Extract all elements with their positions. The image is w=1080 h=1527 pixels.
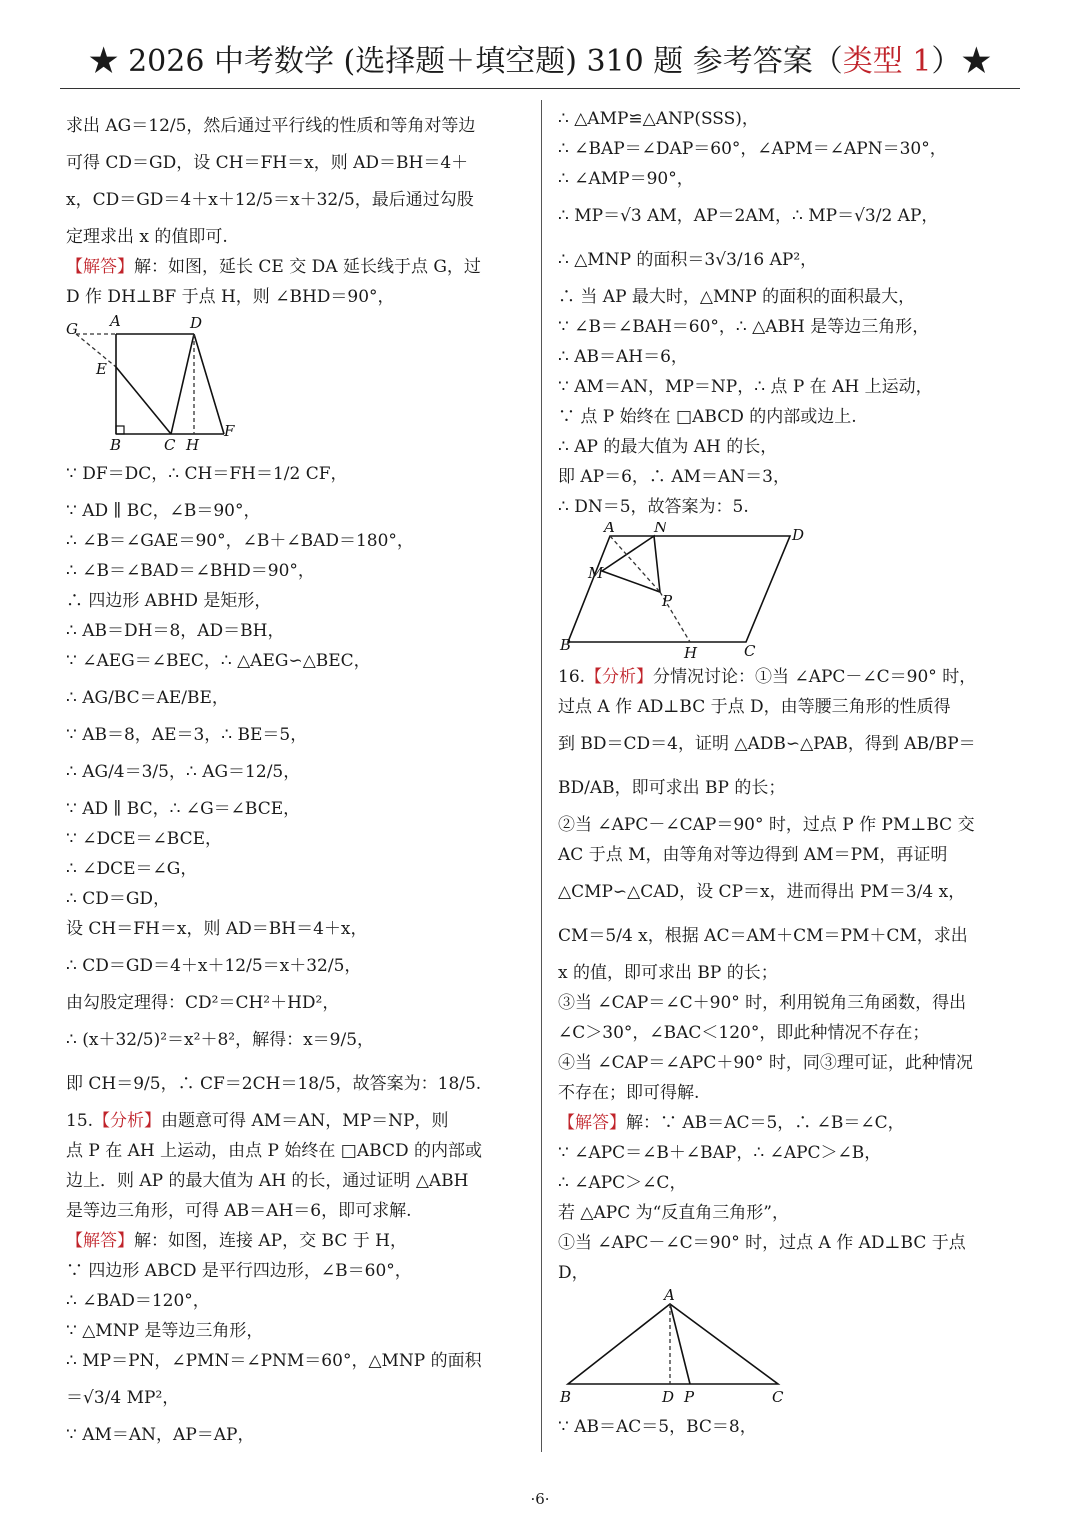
text-line: [66, 1062, 518, 1106]
fig16-label-d: D: [662, 1388, 675, 1406]
line-text: ②当 ∠APC－∠CAP＝90° 时，过点 P 作 PM⊥BC 交: [558, 815, 975, 835]
text-line: [66, 794, 518, 824]
line-text: x，CD＝GD＝4＋x＋12/5＝x＋32/5，最后通过勾股: [66, 190, 474, 210]
text-line: [558, 194, 1010, 238]
line-text: ∴ ∠B＝∠GAE＝90°，∠B＋∠BAD＝180°，: [66, 531, 414, 551]
figure-parallelogram-abcd: [558, 522, 818, 662]
right-column: [558, 104, 1010, 1442]
text-line: [66, 914, 518, 944]
line-text: ∵ ∠B＝∠BAH＝60°，∴ △ABH 是等边三角形，: [558, 317, 930, 337]
line-text: ∵ △MNP 是等边三角形，: [66, 1321, 264, 1341]
text-line: [66, 854, 518, 884]
text-line: [558, 342, 1010, 372]
line-text: 可得 CD＝GD，设 CH＝FH＝x，则 AD＝BH＝4＋: [66, 153, 469, 173]
line-text: 设 CH＝FH＝x，则 AD＝BH＝4＋x，: [66, 919, 368, 939]
line-text: ∵ 四边形 ABCD 是平行四边形，∠B＝60°，: [66, 1261, 412, 1281]
fig16-label-a: A: [664, 1288, 675, 1304]
text-line: [66, 252, 518, 282]
line-text: BD/AB，即可求出 BP 的长；: [558, 778, 786, 798]
line-text: 即 CH＝9/5，∴ CF＝2CH＝18/5，故答案为：18/5.: [66, 1074, 482, 1094]
text-line: [66, 1256, 518, 1286]
fig15-label-b: B: [560, 636, 572, 654]
text-line: [558, 692, 1010, 722]
text-line: [558, 402, 1010, 432]
fig14-label-c: C: [164, 436, 176, 452]
line-text: ∵ AM＝AN，AP＝AP，: [66, 1425, 255, 1445]
header-rule: [60, 88, 1020, 89]
text-line: [558, 662, 1010, 692]
text-line: [558, 766, 1010, 810]
text-line: [66, 1286, 518, 1316]
text-line: [558, 840, 1010, 870]
line-text: ＝√3/4 MP²，: [66, 1388, 180, 1408]
line-text: D 作 DH⊥BF 于点 H，则 ∠BHD＝90°，: [66, 287, 395, 307]
line-text: ∴ 四边形 ABHD 是矩形，: [66, 591, 272, 611]
fig14-label-b: B: [110, 436, 122, 452]
fig14-label-a: A: [110, 312, 121, 330]
text-line: [66, 720, 518, 750]
text-line: [66, 1018, 518, 1062]
section-tag: 【解答】: [66, 1231, 134, 1251]
text-line: [558, 1228, 1010, 1258]
text-line: [66, 1376, 518, 1420]
text-line: [558, 1138, 1010, 1168]
line-text: 解：如图，连接 AP，交 BC 于 H，: [134, 1231, 407, 1251]
page-number: ·6·: [530, 1490, 550, 1508]
line-text: ④当 ∠CAP＝∠APC＋90° 时，同③理可证，此种情况: [558, 1053, 973, 1073]
line-text: D，: [558, 1263, 589, 1283]
text-line: [558, 462, 1010, 492]
line-text: ∴ AG/BC＝AE/BE，: [66, 688, 229, 708]
text-line: [66, 646, 518, 676]
fig14-label-d: D: [190, 314, 203, 332]
line-text: 解：如图，延长 CE 交 DA 延长线于点 G，过: [134, 257, 481, 277]
text-line: [66, 750, 518, 794]
line-text: ∴ MP＝√3 AM，AP＝2AM，∴ MP＝√3/2 AP，: [558, 206, 939, 226]
text-line: [558, 722, 1010, 766]
fig15-label-a: A: [604, 522, 615, 536]
line-text: 求出 AG＝12/5，然后通过平行线的性质和等角对等边: [66, 116, 476, 136]
line-text: ∴ △AMP≌△ANP(SSS)，: [558, 109, 759, 129]
line-text: ∴ AP 的最大值为 AH 的长，: [558, 437, 778, 457]
line-text: ∠C＞30°，∠BAC＜120°，即此种情况不存在；: [558, 1023, 930, 1043]
text-line: [66, 944, 518, 988]
text-line: [66, 1346, 518, 1376]
line-text: 分情况讨论：①当 ∠APC－∠C＝90° 时，: [653, 667, 977, 687]
text-line: [66, 616, 518, 646]
text-line: [66, 586, 518, 616]
text-line: [66, 1226, 518, 1256]
text-line: [66, 148, 518, 178]
line-text: ∴ CD＝GD＝4＋x＋12/5＝x＋32/5，: [66, 956, 362, 976]
text-line: [558, 1198, 1010, 1228]
text-line: [66, 824, 518, 854]
line-text: 定理求出 x 的值即可.: [66, 227, 228, 247]
text-line: [558, 1048, 1010, 1078]
line-text: ∵ AB＝8，AE＝3，∴ BE＝5，: [66, 725, 308, 745]
text-line: [558, 1018, 1010, 1048]
text-line: [558, 870, 1010, 914]
fig16-label-p: P: [684, 1388, 695, 1406]
fig14-label-g: G: [66, 320, 78, 338]
column-divider: [541, 100, 542, 1452]
text-line: [558, 810, 1010, 840]
text-line: [66, 496, 518, 526]
text-line: [66, 1166, 518, 1196]
line-text: 若 △APC 为“反直角三角形”，: [558, 1203, 789, 1223]
line-text: ∴ 当 AP 最大时，△MNP 的面积的面积最大，: [558, 287, 916, 307]
line-text: ∴ (x＋32/5)²＝x²＋8²，解得：x＝9/5，: [66, 1030, 375, 1050]
text-line: [558, 432, 1010, 462]
text-line: [66, 676, 518, 720]
figure-triangle-abc: [558, 1288, 798, 1412]
fig15-label-m: M: [588, 564, 604, 582]
line-text: 边上．则 AP 的最大值为 AH 的长，通过证明 △ABH: [66, 1171, 469, 1191]
line-text: ①当 ∠APC－∠C＝90° 时，过点 A 作 AD⊥BC 于点: [558, 1233, 966, 1253]
header-prefix: ★ 2026 中考数学 (选择题＋填空题) 310 题 参考答案（: [88, 44, 843, 79]
line-text: ∴ ∠B＝∠BAD＝∠BHD＝90°，: [66, 561, 315, 581]
text-line: [66, 1420, 518, 1450]
line-text: ∵ AM＝AN，MP＝NP，∴ 点 P 在 AH 上运动，: [558, 377, 933, 397]
text-line: [558, 104, 1010, 134]
line-text: ∵ AB＝AC＝5，BC＝8，: [558, 1417, 757, 1437]
text-line: [66, 104, 518, 148]
line-text: ∴ ∠AMP＝90°，: [558, 169, 694, 189]
line-text: ∴ △MNP 的面积＝3√3/16 AP²，: [558, 250, 818, 270]
section-tag: 【解答】: [66, 257, 134, 277]
line-text: ∴ AB＝AH＝6，: [558, 347, 688, 367]
line-text: ∴ ∠APC＞∠C，: [558, 1173, 687, 1193]
line-text: 由勾股定理得：CD²＝CH²＋HD²，: [66, 993, 340, 1013]
line-text: ∴ ∠DCE＝∠G，: [66, 859, 198, 879]
figure-rectangle-gadf: [66, 312, 266, 452]
text-line: [558, 1108, 1010, 1138]
text-line: [558, 1258, 1010, 1288]
fig15-label-p: P: [662, 592, 673, 610]
text-line: [66, 1106, 518, 1136]
text-line: [66, 556, 518, 586]
text-line: [66, 282, 518, 312]
line-text: ∴ ∠BAD＝120°，: [66, 1291, 210, 1311]
text-line: [66, 884, 518, 914]
line-text: x 的值，即可求出 BP 的长；: [558, 963, 778, 983]
text-line: [558, 492, 1010, 522]
line-text: △CMP∽△CAD，设 CP＝x，进而得出 PM＝3/4 x，: [558, 882, 966, 902]
fig14-label-f: F: [224, 422, 235, 440]
text-line: [558, 238, 1010, 282]
line-text: 由题意可得 AM＝AN，MP＝NP，则: [161, 1111, 449, 1131]
fig14-label-h: H: [186, 436, 200, 452]
line-text: ∵ ∠APC＝∠B＋∠BAP，∴ ∠APC＞∠B，: [558, 1143, 882, 1163]
text-line: [66, 178, 518, 222]
line-text: ∵ 点 P 始终在 □ABCD 的内部或边上.: [558, 407, 857, 427]
line-text: ∵ ∠DCE＝∠BCE，: [66, 829, 222, 849]
header-suffix: ）★: [931, 44, 992, 79]
line-text: 解：∵ AB＝AC＝5，∴ ∠B＝∠C，: [626, 1113, 905, 1133]
text-line: [558, 1168, 1010, 1198]
text-line: [558, 1078, 1010, 1108]
line-text: ∵ ∠AEG＝∠BEC，∴ △AEG∽△BEC，: [66, 651, 371, 671]
line-text: ∴ MP＝PN，∠PMN＝∠PNM＝60°，△MNP 的面积: [66, 1351, 482, 1371]
line-text: AC 于点 M，由等角对等边得到 AM＝PM，再证明: [558, 845, 948, 865]
text-line: [558, 372, 1010, 402]
fig15-label-h: H: [684, 644, 698, 662]
line-text: 不存在；即可得解.: [558, 1083, 700, 1103]
line-text: 点 P 在 AH 上运动，由点 P 始终在 □ABCD 的内部或: [66, 1141, 482, 1161]
line-text: ∴ CD＝GD，: [66, 889, 171, 909]
text-line: [66, 1196, 518, 1226]
problem-number: 16.: [558, 667, 586, 687]
line-text: ∴ ∠BAP＝∠DAP＝60°，∠APM＝∠APN＝30°，: [558, 139, 947, 159]
text-line: [558, 164, 1010, 194]
line-text: 即 AP＝6，∴ AM＝AN＝3，: [558, 467, 790, 487]
fig14-label-e: E: [96, 360, 107, 378]
fig15-label-n: N: [654, 522, 668, 536]
text-line: [66, 1136, 518, 1166]
line-text: 是等边三角形，可得 AB＝AH＝6，即可求解.: [66, 1201, 412, 1221]
fig16-label-c: C: [772, 1388, 784, 1406]
header-type-label: 类型 1: [842, 44, 932, 79]
text-line: [66, 452, 518, 496]
line-text: ∵ DF＝DC，∴ CH＝FH＝1/2 CF，: [66, 464, 348, 484]
section-tag: 【解答】: [558, 1113, 626, 1133]
line-text: CM＝5/4 x，根据 AC＝AM＋CM＝PM＋CM，求出: [558, 926, 968, 946]
text-line: [66, 526, 518, 556]
text-line: [558, 988, 1010, 1018]
line-text: ③当 ∠CAP＝∠C＋90° 时，利用锐角三角函数，得出: [558, 993, 967, 1013]
fig15-label-d: D: [792, 526, 805, 544]
text-line: [66, 988, 518, 1018]
line-text: ∵ AD ∥ BC，∴ ∠G＝∠BCE，: [66, 799, 301, 819]
text-line: [558, 914, 1010, 958]
line-text: 过点 A 作 AD⊥BC 于点 D，由等腰三角形的性质得: [558, 697, 951, 717]
page-header: [60, 40, 1020, 84]
line-text: ∴ AB＝DH＝8，AD＝BH，: [66, 621, 285, 641]
fig15-label-c: C: [744, 642, 756, 660]
text-line: [558, 134, 1010, 164]
text-line: [558, 312, 1010, 342]
line-text: ∵ AD ∥ BC，∠B＝90°，: [66, 501, 261, 521]
line-text: ∴ DN＝5，故答案为：5.: [558, 497, 749, 517]
section-tag: 【分析】: [585, 667, 654, 687]
line-text: 到 BD＝CD＝4，证明 △ADB∽△PAB，得到 AB/BP＝: [558, 734, 976, 754]
line-text: ∴ AG/4＝3/5，∴ AG＝12/5，: [66, 762, 301, 782]
problem-number: 15.: [66, 1111, 94, 1131]
text-line: [558, 958, 1010, 988]
section-tag: 【分析】: [93, 1111, 162, 1131]
fig16-label-b: B: [560, 1388, 572, 1406]
left-column: [66, 104, 518, 1450]
text-line: [66, 222, 518, 252]
text-line: [66, 1316, 518, 1346]
text-line: [558, 1412, 1010, 1442]
text-line: [558, 282, 1010, 312]
